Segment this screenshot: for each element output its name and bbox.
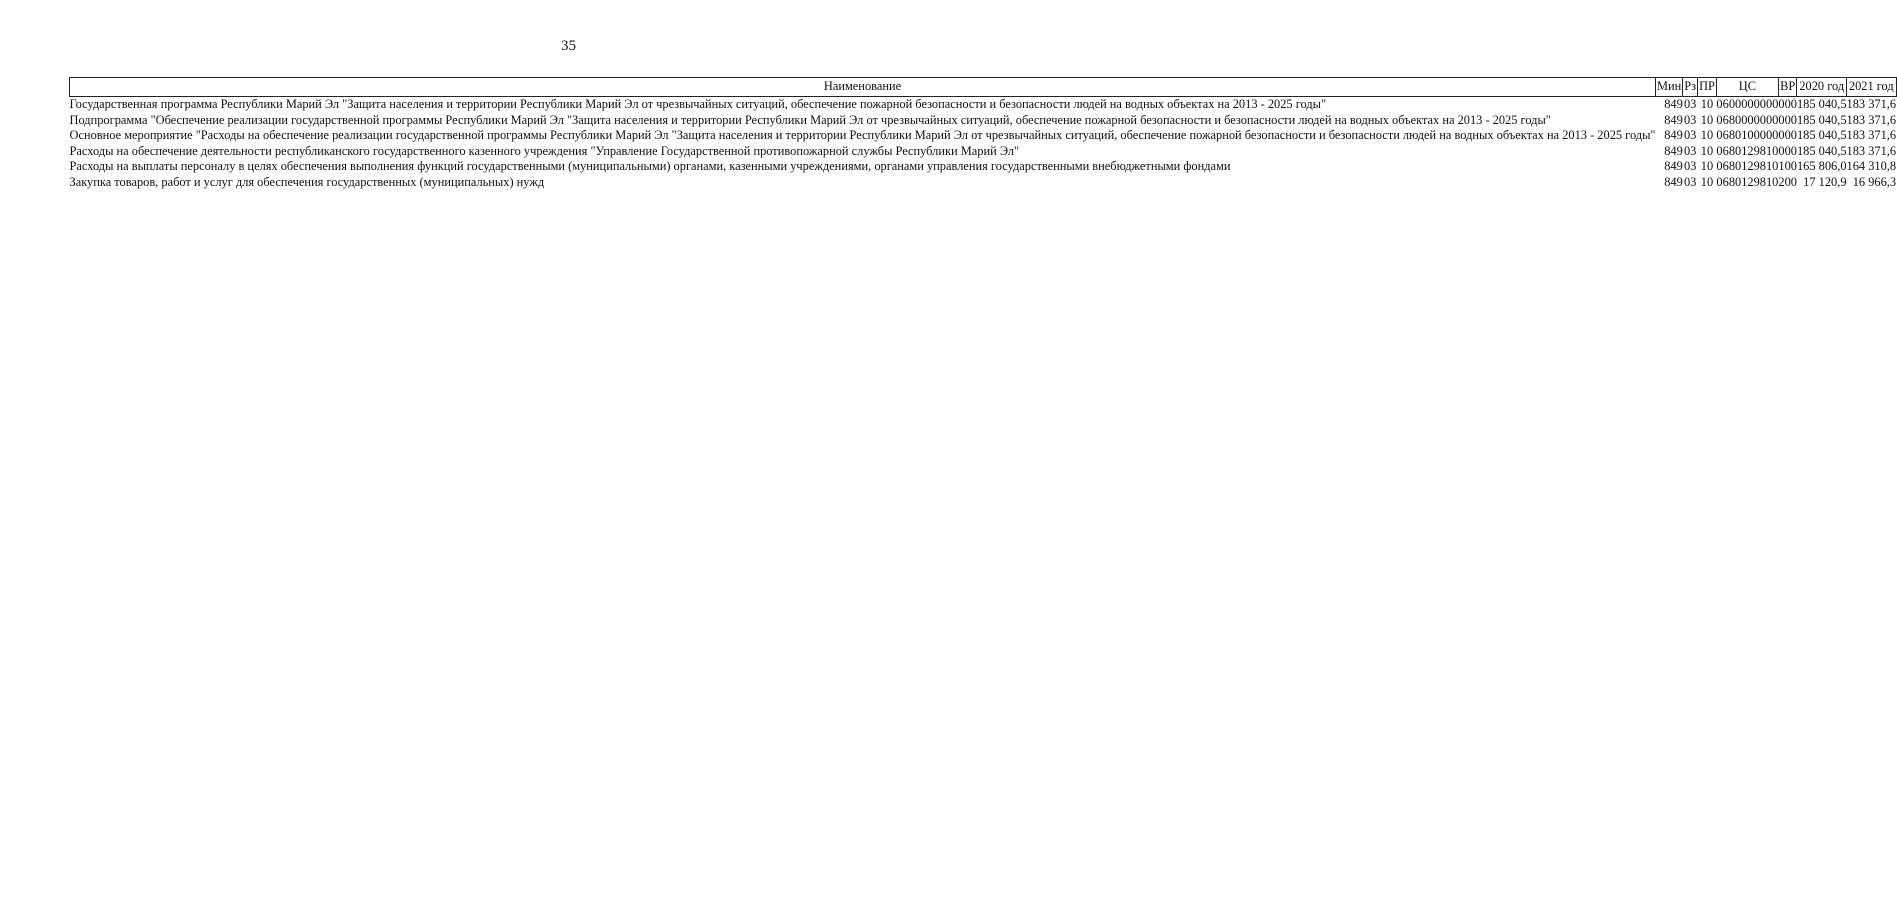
table-header bbox=[70, 78, 1897, 97]
row-cs: 0680129810 bbox=[1716, 143, 1779, 158]
row-cs: 0600000000 bbox=[1716, 97, 1779, 111]
row-min: 849 bbox=[1664, 112, 1683, 127]
row-2021: 183 371,6 bbox=[1846, 112, 1897, 127]
header-vr: ВР bbox=[1778, 78, 1797, 97]
row-cs: 0680129810 bbox=[1716, 174, 1779, 189]
table-row bbox=[70, 128, 1897, 144]
row-vr: 000 bbox=[1778, 143, 1797, 158]
row-cs: 0680100000 bbox=[1716, 128, 1779, 143]
row-2020: 185 040,5 bbox=[1796, 97, 1847, 111]
row-pr: 10 bbox=[1700, 174, 1714, 189]
row-rz: 03 bbox=[1683, 174, 1697, 189]
row-cs: 0680000000 bbox=[1716, 112, 1779, 127]
row-vr: 100 bbox=[1778, 159, 1797, 174]
row-2020: 17 120,9 bbox=[1803, 174, 1847, 189]
header-rz: Рз bbox=[1683, 78, 1698, 97]
table-row bbox=[70, 113, 1897, 129]
row-name: Основное мероприятие "Расходы на обеспечение реализации государственной программы Республики Марий Эл "Защита населения и территории Республики Марий Эл от чрезвычайных ситуаций, обеспечение пожарной безопасности и безопасности людей на водных объектах на 2013 - 2025 годы" bbox=[69, 128, 1656, 143]
table-row bbox=[70, 159, 1897, 175]
row-rz: 03 bbox=[1683, 159, 1697, 174]
row-2021: 16 966,3 bbox=[1852, 174, 1897, 189]
header-min: Мин bbox=[1656, 78, 1683, 97]
table-row bbox=[70, 175, 1897, 191]
row-vr: 200 bbox=[1778, 174, 1797, 189]
row-2020: 165 806,0 bbox=[1796, 159, 1847, 174]
row-min: 849 bbox=[1664, 143, 1683, 158]
row-min: 849 bbox=[1664, 128, 1683, 143]
row-2020: 185 040,5 bbox=[1796, 128, 1847, 143]
budget-table bbox=[69, 77, 1897, 191]
row-pr: 10 bbox=[1700, 112, 1714, 127]
row-min: 849 bbox=[1664, 174, 1683, 189]
row-2020: 185 040,5 bbox=[1796, 112, 1847, 127]
row-rz: 03 bbox=[1683, 128, 1697, 143]
row-rz: 03 bbox=[1683, 112, 1697, 127]
page-number: 35 bbox=[561, 38, 576, 54]
row-name: Расходы на выплаты персоналу в целях обеспечения выполнения функций государственными (муниципальными) органами, казенными учреждениями, органами управления государственными внебюджетными фондами bbox=[69, 159, 1231, 174]
row-pr: 10 bbox=[1700, 159, 1714, 174]
row-name: Подпрограмма "Обеспечение реализации государственной программы Республики Марий Эл "Защита населения и территории Республики Марий Эл от чрезвычайных ситуаций, обеспечение пожарной безопасности и безопасности людей на водных объектах на 2013 - 2025 годы" bbox=[69, 112, 1551, 127]
header-pr: ПР bbox=[1698, 78, 1717, 97]
row-pr: 10 bbox=[1700, 97, 1714, 111]
table-row bbox=[70, 97, 1897, 113]
row-2021: 183 371,6 bbox=[1846, 128, 1897, 143]
row-2021: 183 371,6 bbox=[1846, 97, 1897, 111]
header-name: Наименование bbox=[70, 78, 1656, 97]
row-min: 849 bbox=[1664, 159, 1683, 174]
row-rz: 03 bbox=[1683, 143, 1697, 158]
row-name: Государственная программа Республики Марий Эл "Защита населения и территории Республики Марий Эл от чрезвычайных ситуаций, обеспечение пожарной безопасности и безопасности людей на водных объектах на 2013 - 2025 годы" bbox=[69, 97, 1327, 111]
row-2021: 183 371,6 bbox=[1846, 143, 1897, 158]
row-2021: 164 310,8 bbox=[1846, 159, 1897, 174]
row-vr: 000 bbox=[1778, 97, 1797, 111]
header-year-2021: 2021 год bbox=[1847, 78, 1897, 97]
row-pr: 10 bbox=[1700, 128, 1714, 143]
row-min: 849 bbox=[1664, 97, 1683, 111]
header-cs: ЦС bbox=[1716, 78, 1778, 97]
row-name: Расходы на обеспечение деятельности республиканского государственного казенного учреждения "Управление Государственной противопожарной службы Республики Марий Эл" bbox=[69, 143, 1020, 158]
row-name: Закупка товаров, работ и услуг для обеспечения государственных (муниципальных) нужд bbox=[69, 174, 545, 189]
table-row bbox=[70, 144, 1897, 160]
header-year-2020: 2020 год bbox=[1797, 78, 1847, 97]
row-rz: 03 bbox=[1683, 97, 1697, 111]
row-cs: 0680129810 bbox=[1716, 159, 1779, 174]
row-vr: 000 bbox=[1778, 128, 1797, 143]
row-vr: 000 bbox=[1778, 112, 1797, 127]
row-2020: 185 040,5 bbox=[1796, 143, 1847, 158]
row-pr: 10 bbox=[1700, 143, 1714, 158]
